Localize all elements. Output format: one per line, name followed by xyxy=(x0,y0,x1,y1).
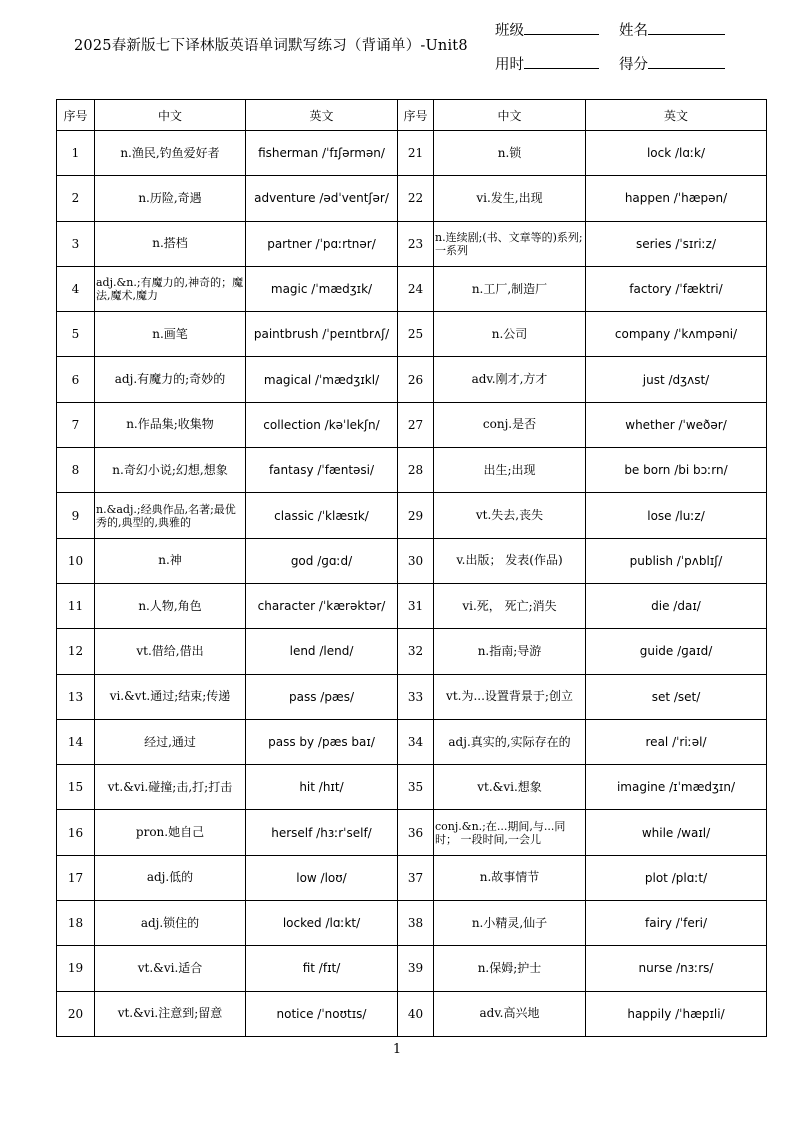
chinese-meaning: vt.&vi.想象 xyxy=(434,765,586,810)
name-field xyxy=(619,19,725,40)
word-number: 3 xyxy=(57,221,95,266)
chinese-meaning: adj.锁住的 xyxy=(95,901,246,946)
table-row xyxy=(57,221,767,266)
chinese-meaning: adj.真实的,实际存在的 xyxy=(434,719,586,764)
word-number: 13 xyxy=(57,674,95,719)
word-number: 21 xyxy=(398,131,434,176)
table-row xyxy=(57,946,767,991)
word-number: 32 xyxy=(398,629,434,674)
class-field xyxy=(495,19,599,40)
chinese-meaning: n.公司 xyxy=(434,312,586,357)
header-english: 英文 xyxy=(246,100,398,131)
table-row xyxy=(57,583,767,628)
vocabulary-table xyxy=(56,99,767,1037)
table-row xyxy=(57,810,767,855)
header-number: 序号 xyxy=(398,100,434,131)
chinese-meaning: adj.有魔力的;奇妙的 xyxy=(95,357,246,402)
chinese-meaning: n.人物,角色 xyxy=(95,583,246,628)
time-field xyxy=(495,53,599,74)
table-row xyxy=(57,765,767,810)
time-blank[interactable] xyxy=(524,54,599,69)
table-row xyxy=(57,538,767,583)
english-word: lock /lɑːk/ xyxy=(586,131,767,176)
word-number: 6 xyxy=(57,357,95,402)
table-row xyxy=(57,719,767,764)
score-blank[interactable] xyxy=(648,54,725,69)
word-number: 5 xyxy=(57,312,95,357)
word-number: 16 xyxy=(57,810,95,855)
chinese-meaning: adv.刚才,方才 xyxy=(434,357,586,402)
table-row xyxy=(57,131,767,176)
english-word: locked /lɑːkt/ xyxy=(246,901,398,946)
english-word: fit /fɪt/ xyxy=(246,946,398,991)
chinese-meaning: 经过,通过 xyxy=(95,719,246,764)
chinese-meaning: n.神 xyxy=(95,538,246,583)
word-number: 35 xyxy=(398,765,434,810)
english-word: factory /ˈfæktri/ xyxy=(586,266,767,311)
english-word: imagine /ɪˈmædʒɪn/ xyxy=(586,765,767,810)
chinese-meaning: n.锁 xyxy=(434,131,586,176)
table-row xyxy=(57,176,767,221)
word-number: 29 xyxy=(398,493,434,538)
header-chinese: 中文 xyxy=(434,100,586,131)
chinese-meaning: n.作品集;收集物 xyxy=(95,402,246,447)
english-word: hit /hɪt/ xyxy=(246,765,398,810)
english-word: lend /lend/ xyxy=(246,629,398,674)
word-number: 9 xyxy=(57,493,95,538)
word-number: 19 xyxy=(57,946,95,991)
english-word: magic /ˈmædʒɪk/ xyxy=(246,266,398,311)
english-word: happen /ˈhæpən/ xyxy=(586,176,767,221)
name-label: 姓名 xyxy=(619,23,648,39)
word-number: 37 xyxy=(398,855,434,900)
english-word: paintbrush /ˈpeɪntbrʌʃ/ xyxy=(246,312,398,357)
english-word: fantasy /ˈfæntəsi/ xyxy=(246,448,398,493)
class-label: 班级 xyxy=(495,23,524,39)
table-row xyxy=(57,448,767,493)
word-number: 23 xyxy=(398,221,434,266)
chinese-meaning: n.&adj.;经典作品,名著;最优秀的,典型的,典雅的 xyxy=(95,493,246,538)
header-number: 序号 xyxy=(57,100,95,131)
table-row xyxy=(57,402,767,447)
word-number: 7 xyxy=(57,402,95,447)
time-label: 用时 xyxy=(495,57,524,73)
table-row xyxy=(57,629,767,674)
table-row xyxy=(57,312,767,357)
chinese-meaning: vt.借给,借出 xyxy=(95,629,246,674)
table-header-row xyxy=(57,100,767,131)
table-row xyxy=(57,901,767,946)
chinese-meaning: vi.死， 死亡;消失 xyxy=(434,583,586,628)
table-row xyxy=(57,991,767,1036)
english-word: fisherman /ˈfɪʃərmən/ xyxy=(246,131,398,176)
english-word: die /daɪ/ xyxy=(586,583,767,628)
chinese-meaning: n.小精灵,仙子 xyxy=(434,901,586,946)
word-number: 11 xyxy=(57,583,95,628)
chinese-meaning: n.故事情节 xyxy=(434,855,586,900)
table-row xyxy=(57,855,767,900)
english-word: magical /ˈmædʒɪkl/ xyxy=(246,357,398,402)
english-word: adventure /ədˈventʃər/ xyxy=(246,176,398,221)
chinese-meaning: conj.&n.;在...期间,与...同时； 一段时间,一会儿 xyxy=(434,810,586,855)
table-row xyxy=(57,266,767,311)
chinese-meaning: pron.她自己 xyxy=(95,810,246,855)
chinese-meaning: vi.&vt.通过;结束;传递 xyxy=(95,674,246,719)
word-number: 38 xyxy=(398,901,434,946)
chinese-meaning: n.指南;导游 xyxy=(434,629,586,674)
word-number: 1 xyxy=(57,131,95,176)
word-number: 24 xyxy=(398,266,434,311)
english-word: classic /ˈklæsɪk/ xyxy=(246,493,398,538)
word-number: 12 xyxy=(57,629,95,674)
word-number: 27 xyxy=(398,402,434,447)
word-number: 18 xyxy=(57,901,95,946)
chinese-meaning: n.搭档 xyxy=(95,221,246,266)
score-label: 得分 xyxy=(619,57,648,73)
chinese-meaning: n.工厂,制造厂 xyxy=(434,266,586,311)
chinese-meaning: conj.是否 xyxy=(434,402,586,447)
english-word: plot /plɑːt/ xyxy=(586,855,767,900)
word-number: 26 xyxy=(398,357,434,402)
chinese-meaning: vi.发生,出现 xyxy=(434,176,586,221)
english-word: god /ɡɑːd/ xyxy=(246,538,398,583)
chinese-meaning: vt.&vi.适合 xyxy=(95,946,246,991)
chinese-meaning: n.奇幻小说;幻想,想象 xyxy=(95,448,246,493)
chinese-meaning: vt.&vi.碰撞;击,打;打击 xyxy=(95,765,246,810)
english-word: partner /ˈpɑːrtnər/ xyxy=(246,221,398,266)
english-word: character /ˈkærəktər/ xyxy=(246,583,398,628)
chinese-meaning: vt.&vi.注意到;留意 xyxy=(95,991,246,1036)
word-number: 25 xyxy=(398,312,434,357)
page-number: 1 xyxy=(392,1042,402,1057)
english-word: whether /ˈweðər/ xyxy=(586,402,767,447)
table-row xyxy=(57,357,767,402)
word-number: 17 xyxy=(57,855,95,900)
word-number: 15 xyxy=(57,765,95,810)
word-number: 30 xyxy=(398,538,434,583)
chinese-meaning: n.渔民,钓鱼爱好者 xyxy=(95,131,246,176)
chinese-meaning: 出生;出现 xyxy=(434,448,586,493)
word-number: 2 xyxy=(57,176,95,221)
word-number: 31 xyxy=(398,583,434,628)
table-row xyxy=(57,674,767,719)
word-number: 40 xyxy=(398,991,434,1036)
word-number: 10 xyxy=(57,538,95,583)
table-row xyxy=(57,493,767,538)
class-blank[interactable] xyxy=(524,20,599,35)
chinese-meaning: n.历险,奇遇 xyxy=(95,176,246,221)
english-word: publish /ˈpʌblɪʃ/ xyxy=(586,538,767,583)
chinese-meaning: n.画笔 xyxy=(95,312,246,357)
english-word: collection /kəˈlekʃn/ xyxy=(246,402,398,447)
chinese-meaning: vt.失去,丧失 xyxy=(434,493,586,538)
chinese-meaning: adj.&n.;有魔力的,神奇的；魔法,魔术,魔力 xyxy=(95,266,246,311)
english-word: happily /ˈhæpɪli/ xyxy=(586,991,767,1036)
english-word: notice /ˈnoʊtɪs/ xyxy=(246,991,398,1036)
table-body xyxy=(57,131,767,1037)
english-word: herself /hɜːrˈself/ xyxy=(246,810,398,855)
english-word: while /waɪl/ xyxy=(586,810,767,855)
word-number: 20 xyxy=(57,991,95,1036)
english-word: pass by /pæs baɪ/ xyxy=(246,719,398,764)
english-word: company /ˈkʌmpəni/ xyxy=(586,312,767,357)
english-word: just /dʒʌst/ xyxy=(586,357,767,402)
chinese-meaning: vt.为...设置背景于;创立 xyxy=(434,674,586,719)
chinese-meaning: v.出版； 发表(作品) xyxy=(434,538,586,583)
word-number: 34 xyxy=(398,719,434,764)
word-number: 22 xyxy=(398,176,434,221)
english-word: real /ˈriːəl/ xyxy=(586,719,767,764)
english-word: pass /pæs/ xyxy=(246,674,398,719)
word-number: 8 xyxy=(57,448,95,493)
english-word: set /set/ xyxy=(586,674,767,719)
chinese-meaning: adv.高兴地 xyxy=(434,991,586,1036)
english-word: guide /ɡaɪd/ xyxy=(586,629,767,674)
header-english: 英文 xyxy=(586,100,767,131)
header-chinese: 中文 xyxy=(95,100,246,131)
word-number: 28 xyxy=(398,448,434,493)
word-number: 39 xyxy=(398,946,434,991)
english-word: fairy /ˈferi/ xyxy=(586,901,767,946)
word-number: 36 xyxy=(398,810,434,855)
english-word: nurse /nɜːrs/ xyxy=(586,946,767,991)
word-number: 33 xyxy=(398,674,434,719)
score-field xyxy=(619,53,725,74)
english-word: series /ˈsɪriːz/ xyxy=(586,221,767,266)
english-word: low /loʊ/ xyxy=(246,855,398,900)
english-word: lose /luːz/ xyxy=(586,493,767,538)
word-number: 4 xyxy=(57,266,95,311)
chinese-meaning: n.保姆;护士 xyxy=(434,946,586,991)
chinese-meaning: n.连续剧;(书、文章等的)系列;一系列 xyxy=(434,221,586,266)
name-blank[interactable] xyxy=(648,20,725,35)
word-number: 14 xyxy=(57,719,95,764)
document-title: 2025春新版七下译林版英语单词默写练习（背诵单）-Unit8 xyxy=(74,38,468,54)
english-word: be born /bi bɔːrn/ xyxy=(586,448,767,493)
chinese-meaning: adj.低的 xyxy=(95,855,246,900)
